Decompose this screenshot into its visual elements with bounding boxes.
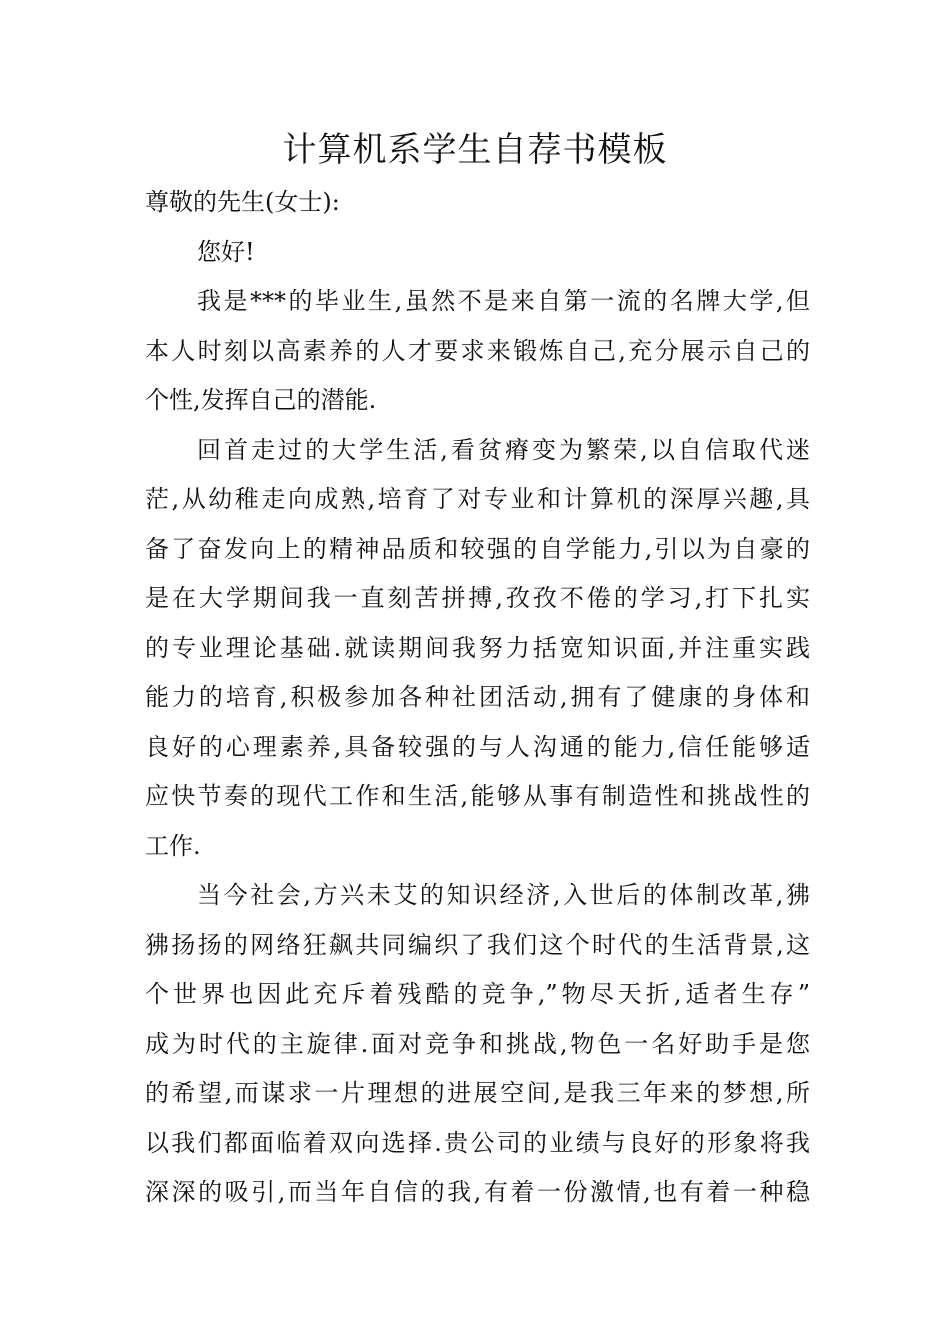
paragraph-line: 是在大学期间我一直刻苦拼搏,孜孜不倦的学习,打下扎实 [145,584,810,612]
paragraph-line: 应快节奏的现代工作和生活,能够从事有制造性和挑战性的 [145,782,810,810]
paragraph-3 [145,871,810,1218]
paragraph-line: 当今社会,方兴未艾的知识经济,入世后的体制改革,狒 [197,881,810,909]
document-title: 计算机系学生自荐书模板 [282,130,668,170]
paragraph-line: 个性,发挥自己的潜能. [145,386,377,414]
paragraph-line: 茫,从幼稚走向成熟,培育了对专业和计算机的深厚兴趣,具 [145,485,810,513]
paragraph-line: 的专业理论基础.就读期间我努力括宽知识面,并注重实践 [145,633,810,662]
paragraph-line: 的希望,而谋求一片理想的进展空间,是我三年来的梦想,所 [145,1079,810,1107]
paragraph-line: 本人时刻以高素养的人才要求来锻炼自己,充分展示自己的 [145,336,810,365]
paragraph-line: 备了奋发向上的精神品质和较强的自学能力,引以为自豪的 [145,534,810,563]
paragraph-line: 以我们都面临着双向选择.贵公司的业绩与良好的形象将我 [145,1128,810,1157]
paragraph-2 [145,426,810,872]
letter-body [145,178,810,1218]
paragraph-1 [145,277,810,426]
paragraph-line: 成为时代的主旋律.面对竞争和挑战,物色一名好助手是您 [145,1029,810,1058]
paragraph-line: 个世界也因此充斥着残酷的竞争,”物尽天折,适者生存” [145,980,810,1008]
greeting: 您好! [197,237,255,266]
paragraph-line: 能力的培育,积极参加各种社团活动,拥有了健康的身体和 [145,683,810,711]
paragraph-line: 狒扬扬的网络狂飙共同编织了我们这个时代的生活背景,这 [145,930,810,959]
paragraph-line: 回首走过的大学生活,看贫瘠变为繁荣,以自信取代迷 [197,435,810,464]
paragraph-line: 我是***的毕业生,虽然不是来自第一流的名牌大学,但 [197,287,810,315]
paragraph-line: 良好的心理素养,具备较强的与人沟通的能力,信任能够适 [145,732,810,761]
salutation: 尊敬的先生(女士): [145,188,340,216]
paragraph-line: 深深的吸引,而当年自信的我,有着一份激情,也有着一种稳 [145,1178,810,1206]
paragraph-line: 工作. [145,831,201,860]
